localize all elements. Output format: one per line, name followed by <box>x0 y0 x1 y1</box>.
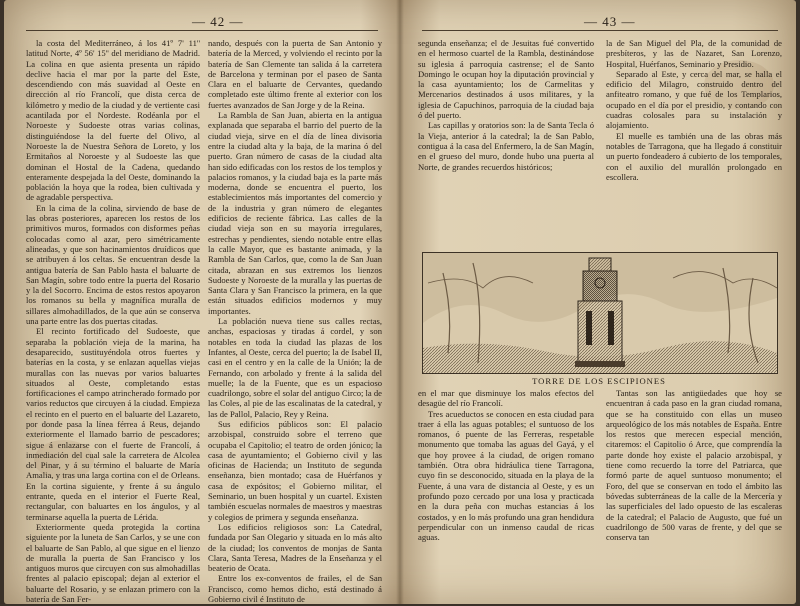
paragraph: Las capillas y oratorios son: la de Santa Tecla ó la Vieja, anterior á la catedral; la de San Pablo, contigua á la casa del Enfermero, la de San Magín, en el grueso del muro, donde hubo una puerta al Norte, de grandes recuerdos históricos; <box>418 120 594 172</box>
paragraph: Los edificios religiosos son: La Catedral, fundada por San Olegario y situada en lo más alto de la ciudad; los conventos de monjas de Santa Clara, Santa Teresa, Madres de la Enseñanza y el beaterio de Ocata. <box>208 521 382 574</box>
right-page <box>404 0 796 604</box>
page-number-left: — 42 — <box>192 14 244 29</box>
page-number-right: — 43 — <box>584 14 636 29</box>
left-column-1 <box>26 38 200 605</box>
paragraph: La Rambla de San Juan, abierta en la antigua explanada que separaba el barrio del puerto de la ciudad vieja, sirve en el día de línea divisoria entre la ciudad alta y la baja, de la marina ó del puerto. Gran número de casas de la ciudad alta han sido edificadas con los restos de los templos y palacios romanos, y la ciudad baja es la parte más moderna, donde se encuentra el puerto, los establecimientos más importantes del comercio y de la industria y gran número de elegantes edificios de reciente fábrica. Las calles de la ciudad vieja son en su mayoría irregulares, estrechas y pendientes, siendo notable entre ellas la calle Mayor, que es bastante animada, y la Rambla de San Carlos, que, como la de San Juan citada, abrazan en sus extremos los lienzos Sudoeste y Noroeste de la muralla y las puertas de Santa Clara y San Francisco la primera, en la que están situados edificios modernos y muy importantes. <box>208 110 382 316</box>
figure-caption: TORRE DE LOS ESCIPIONES <box>532 376 666 386</box>
left-column-2 <box>208 38 382 605</box>
paragraph: nando, después con la puerta de San Antonio y batería de la Merced, y volviendo el recinto por la batería de San Clemente tan salida á la carretera de Barcelona y terminan por el paseo de Santa Clara en el baluarte de Cervantes, quedando completado este último frente al exterior con los fuertes avanzados de San Jorge y de la Reina. <box>208 38 382 110</box>
header-rule <box>422 30 778 31</box>
paragraph: la costa del Mediterráneo, á los 41º 7' 11'' latitud Norte, 4º 56' 15'' del meridiano de Madrid. La colina en que asienta presenta un rápido declive hacia el mar por la parte del Este, descendiendo con más suavidad al Oeste en dirección al río Francolí, que dista cerca de kilómetro y medio de la ciudad y de vertiente casi acantilada por el Nordeste. Rodéanla por el Noroeste y Sudoeste otras varias colinas, distinguiéndose la del fuerte del Olivo, al Noroeste la de Nuestra Señora de Loreto, y los Ermitaños al Noroeste y al Sudoeste las que dominan el Hostal de la Cadena, quedando enteramente despejada la del Oeste, dominando la población la hoya que la rodea, bien cultivada y de agradable perspectiva. <box>26 38 200 203</box>
paragraph: Entre los ex-conventos de frailes, el de San Francisco, como hemos dicho, está destinado á Gobierno civil é Instituto de <box>208 573 382 605</box>
right-column-4 <box>606 388 782 594</box>
paragraph: La población nueva tiene sus calles rectas, anchas, espaciosas y tiradas á cordel, y son notables en toda la ciudad las plazas de los Infantes, al Oeste, cerca del puerto; la de Isabel II, casi en el centro y en la calle de la Unión; la de Fernando, con arbolado y frente á la salida del muelle; la de la Fuente, que es un espacioso cuadrilongo, sobre el solar del antiguo Circo; la de las Coles, al pie de las escalinatas de la catedral, y las de Pallol, Palacio, Rey y Reina. <box>208 316 382 419</box>
paragraph: la de San Miguel del Pla, de la comunidad de presbíteros, y las de Nazaret, San Lorenzo, Hospital, Huérfanos, Seminario y Presidio. <box>606 38 782 69</box>
tower-engraving <box>422 252 778 374</box>
header-rule <box>26 30 378 31</box>
paragraph: El muelle es también una de las obras más notables de Tarragona, que ha llegado á constituir un puerto fondeadero á cubierto de los temporales, con el auxilio del murallón prolongado en escollera. <box>606 130 782 182</box>
paragraph: Sus edificios públicos son: El palacio arzobispal, construido sobre el terreno que ocupaba el Capitolio; el teatro de orden jónico; la casa de ayuntamiento; el Gobierno civil y las oficinas de Hacienda; un Instituto de segunda enseñanza, bien montado; casa de Huérfanos y casa de expósitos; el Gobierno militar, el Seminario, un buen hospital y un cuartel. Existen también escuelas normales de maestros y maestras y colegios de primera y segunda enseñanza. <box>208 418 382 522</box>
paragraph: El recinto fortificado del Sudoeste, que separaba la población vieja de la marina, ha desaparecido, sustituyéndola otros fuertes y baterías en la costa, y se enlazan aquellas viejas murallas con las nuevas por varios baluartes situados al Oeste, completando estas fortificaciones el campo atrincherado formado por varios reductos que circuyen á la ciudad. Empieza el recinto en el puerto en el baluarte del Lazareto, por donde pasa la línea férrea á Reus, dejando exteriormente el llamado barrio de pescadores; sigue á enlazarse con el fuerte de Francolí, á inmediación del cual sale la carretera de Alcolea del Pinar, y á su término el baluarte de María Amalia, y tras una larga cortina con el de Orleans. En la cortina siguiente, y frente á su ángulo entrante, queda en el interior el Fuerte Real, rectangular, con baluartes en los ángulos, y al terminarse aquella la puerta de Lérida. <box>26 326 200 522</box>
tower-illustration-icon <box>423 253 777 373</box>
paragraph: En la cima de la colina, sirviendo de base de las obras posteriores, aparecen los restos de los primitivos muros, formados con disformes peñas colocadas como al azar, pero simétricamente alineadas, y que son hacinamientos druídicos que se atribuyen á los celtas. Se encuentran desde la antigua batería de San Pablo hasta el baluarte de San Magín, sobre todo entre la puerta del Rosario y la del Socorro. Encima de estos restos apoyaron los romanos su bella y magnífica muralla de sillares almohadillados, de la que aún se conserva una parte entre las dos puertas citadas. <box>26 202 200 327</box>
left-page <box>4 0 396 604</box>
right-column-1 <box>418 38 594 250</box>
book-spread <box>4 0 796 604</box>
paragraph: Separado al Este, y cerca del mar, se halla el edificio del Milagro, construido dentro del anfiteatro romano, y que fué de los Templarios, ocupado en el día por el presidio, y contando con cuadras colosales para su instalación y alojamiento. <box>606 68 782 131</box>
paragraph: en el mar que disminuye los malos efectos del desagüe del río Francolí. <box>418 388 594 409</box>
paragraph: Exteriormente queda protegida la cortina siguiente por la luneta de San Carlos, y se une con el baluarte de San Pablo, al que sigue en el lienzo de muralla la puerta de San Francisco y los antiguos muros que circuyen con sus almohadillas frentes al palacio episcopal; dejan al exterior el baluarte del Rosario, y se enlazan primero con la batería de San Fer- <box>26 521 200 605</box>
right-column-3 <box>418 388 594 594</box>
paragraph: Tantas son las antigüedades que hoy se encuentran á cada paso en la gran ciudad romana, que se ha constituido con ellas un museo arqueológico de los más notables de España. Entre los restos que merecen especial mención, citaremos: el Capitolio ó Arce, que comprendía la parte donde hoy existe el palacio arzobispal, y tiene como recuerdo la torre del Patriarca, que formó parte de aquel suntuoso monumento; el Foro, del que se conservan en todo el ámbito las bóvedas subterráneas de la calle de la Mercería y las superficiales del lado opuesto de las escaleras de la catedral; el Palacio de Augusto, que fué un cuadrilongo de 500 varas de frente, y del que se conserva tan <box>606 388 782 543</box>
paragraph: segunda enseñanza; el de Jesuitas fué convertido en el hermoso cuartel de la Rambla, destinándose su iglesia á parroquia castrense; el de Santo Domingo le ocupan hoy la diputación provincial y la casa ayuntamiento; los de Carmelitas y Mercenarios destinados á usos militares, y la iglesia de Capuchinos, parroquia de la ciudad baja ó del puerto. <box>418 38 594 121</box>
paragraph: Tres acueductos se conocen en esta ciudad para traer á ella las aguas potables; el suntuoso de los romanos, ó puente de las Ferreras, respetable monumento que tomaba las aguas del Gayá, y el que hoy provee á la ciudad, de origen romano también. Otra obra hidráulica tiene Tarragona, cuyo fin se desconocido, situada en la playa de la Fuente, á una vara de distancia al Oeste, y es un profundo pozo cercado por una losa y practicada en la dura peña con muchas estancias á los costados, y en lo más profundo una gran hendidura perpendicular con un inmenso caudal de ricas aguas. <box>418 408 594 543</box>
right-column-2 <box>606 38 782 250</box>
